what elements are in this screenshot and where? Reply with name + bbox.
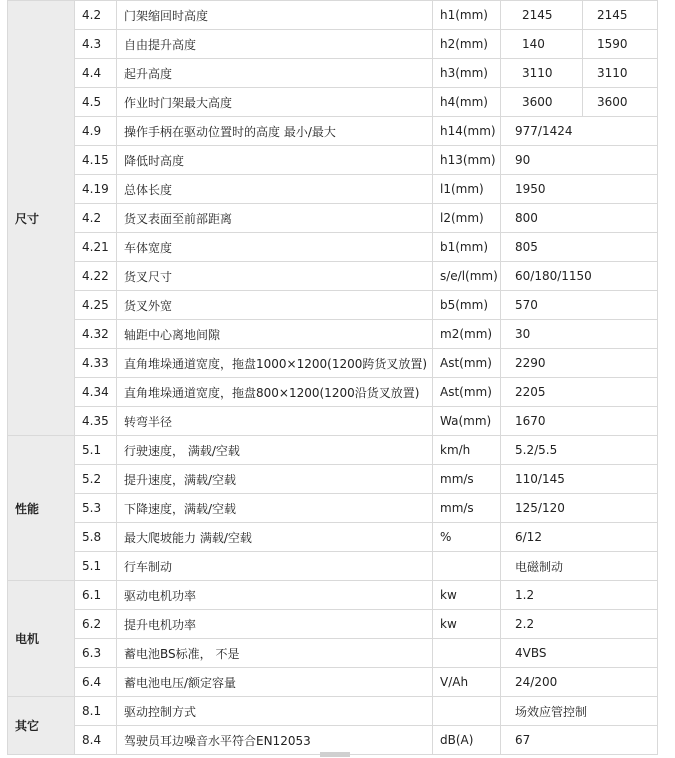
category-label: 其它 <box>8 697 75 755</box>
table-row <box>8 407 658 436</box>
unit-cell: m2(mm) <box>433 320 501 349</box>
value-cell: 2.2 <box>501 610 658 639</box>
value-cell: 800 <box>501 204 658 233</box>
unit-cell: % <box>433 523 501 552</box>
row-number: 4.15 <box>75 146 117 175</box>
value-cell: 3600 <box>582 88 657 116</box>
value-cell: 1.2 <box>501 581 658 610</box>
value-cell: 125/120 <box>501 494 658 523</box>
spec-table-body <box>8 1 658 755</box>
value-cell: 1950 <box>501 175 658 204</box>
value-cell: 3600 <box>522 95 553 109</box>
item-name: 行车制动 <box>117 552 433 581</box>
item-name: 驱动电机功率 <box>117 581 433 610</box>
row-number: 4.9 <box>75 117 117 146</box>
unit-cell: h2(mm) <box>433 30 501 59</box>
category-label: 尺寸 <box>8 1 75 436</box>
unit-cell: l1(mm) <box>433 175 501 204</box>
value-pair-cell <box>501 59 658 88</box>
value-cell: 110/145 <box>501 465 658 494</box>
row-number: 4.5 <box>75 88 117 117</box>
value-pair <box>508 59 657 87</box>
table-row <box>8 146 658 175</box>
unit-cell: h1(mm) <box>433 1 501 30</box>
item-name: 货叉表面至前部距离 <box>117 204 433 233</box>
row-number: 5.1 <box>75 552 117 581</box>
row-number: 4.2 <box>75 1 117 30</box>
item-name: 货叉外宽 <box>117 291 433 320</box>
unit-cell: Ast(mm) <box>433 378 501 407</box>
table-row <box>8 349 658 378</box>
unit-cell <box>433 639 501 668</box>
row-number: 8.1 <box>75 697 117 726</box>
item-name: 驱动控制方式 <box>117 697 433 726</box>
unit-cell: h14(mm) <box>433 117 501 146</box>
item-name: 提升速度，满载/空载 <box>117 465 433 494</box>
item-name: 驾驶员耳边噪音水平符合EN12053 <box>117 726 433 755</box>
table-row <box>8 1 658 30</box>
value-cell: 90 <box>501 146 658 175</box>
table-row <box>8 117 658 146</box>
row-number: 4.32 <box>75 320 117 349</box>
row-number: 5.1 <box>75 436 117 465</box>
row-number: 5.2 <box>75 465 117 494</box>
row-number: 4.4 <box>75 59 117 88</box>
table-row <box>8 59 658 88</box>
value-cell: 2145 <box>582 1 657 29</box>
item-name: 起升高度 <box>117 59 433 88</box>
row-number: 6.2 <box>75 610 117 639</box>
table-row <box>8 233 658 262</box>
unit-cell: Ast(mm) <box>433 349 501 378</box>
value-cell: 5.2/5.5 <box>501 436 658 465</box>
value-pair-cell <box>501 88 658 117</box>
table-row <box>8 581 658 610</box>
value-pair-cell <box>501 1 658 30</box>
value-cell: 570 <box>501 291 658 320</box>
unit-cell <box>433 697 501 726</box>
row-number: 6.3 <box>75 639 117 668</box>
value-pair-cell <box>501 30 658 59</box>
unit-cell: h3(mm) <box>433 59 501 88</box>
table-row <box>8 697 658 726</box>
table-row <box>8 30 658 59</box>
item-name: 蓄电池BS标准， 不是 <box>117 639 433 668</box>
row-number: 4.22 <box>75 262 117 291</box>
table-row <box>8 465 658 494</box>
unit-cell: s/e/l(mm) <box>433 262 501 291</box>
unit-cell: kw <box>433 610 501 639</box>
unit-cell <box>433 552 501 581</box>
table-row <box>8 291 658 320</box>
item-name: 降低时高度 <box>117 146 433 175</box>
row-number: 5.8 <box>75 523 117 552</box>
unit-cell: mm/s <box>433 465 501 494</box>
item-name: 蓄电池电压/额定容量 <box>117 668 433 697</box>
value-cell: 电磁制动 <box>501 552 658 581</box>
value-cell: 1670 <box>501 407 658 436</box>
unit-cell: Wa(mm) <box>433 407 501 436</box>
unit-cell: b5(mm) <box>433 291 501 320</box>
unit-cell: l2(mm) <box>433 204 501 233</box>
row-number: 8.4 <box>75 726 117 755</box>
item-name: 总体长度 <box>117 175 433 204</box>
row-number: 6.4 <box>75 668 117 697</box>
value-cell: 场效应管控制 <box>501 697 658 726</box>
value-cell: 805 <box>501 233 658 262</box>
table-row <box>8 320 658 349</box>
item-name: 下降速度，满载/空载 <box>117 494 433 523</box>
item-name: 最大爬坡能力 满载/空载 <box>117 523 433 552</box>
spec-table <box>7 0 658 755</box>
item-name: 货叉尺寸 <box>117 262 433 291</box>
value-cell: 1590 <box>582 30 657 58</box>
value-cell: 2145 <box>522 8 553 22</box>
table-row <box>8 639 658 668</box>
item-name: 轴距中心离地间隙 <box>117 320 433 349</box>
value-pair <box>508 88 657 116</box>
table-row <box>8 552 658 581</box>
horizontal-scrollbar-thumb[interactable] <box>320 752 350 757</box>
item-name: 转弯半径 <box>117 407 433 436</box>
row-number: 4.25 <box>75 291 117 320</box>
table-row <box>8 726 658 755</box>
item-name: 门架缩回时高度 <box>117 1 433 30</box>
unit-cell: b1(mm) <box>433 233 501 262</box>
row-number: 4.34 <box>75 378 117 407</box>
row-number: 4.3 <box>75 30 117 59</box>
value-cell: 2205 <box>501 378 658 407</box>
row-number: 4.21 <box>75 233 117 262</box>
value-cell: 24/200 <box>501 668 658 697</box>
value-cell: 3110 <box>522 66 553 80</box>
value-cell: 6/12 <box>501 523 658 552</box>
table-row <box>8 610 658 639</box>
table-row <box>8 175 658 204</box>
category-label: 电机 <box>8 581 75 697</box>
row-number: 6.1 <box>75 581 117 610</box>
category-label: 性能 <box>8 436 75 581</box>
table-row <box>8 88 658 117</box>
row-number: 4.2 <box>75 204 117 233</box>
unit-cell: h4(mm) <box>433 88 501 117</box>
table-row <box>8 494 658 523</box>
table-row <box>8 204 658 233</box>
value-cell: 2290 <box>501 349 658 378</box>
unit-cell: mm/s <box>433 494 501 523</box>
item-name: 直角堆垛通道宽度，拖盘1000×1200(1200跨货叉放置) <box>117 349 433 378</box>
value-cell: 140 <box>522 37 545 51</box>
row-number: 4.35 <box>75 407 117 436</box>
item-name: 自由提升高度 <box>117 30 433 59</box>
unit-cell: km/h <box>433 436 501 465</box>
item-name: 行驶速度， 满载/空载 <box>117 436 433 465</box>
unit-cell: kw <box>433 581 501 610</box>
value-cell: 67 <box>501 726 658 755</box>
row-number: 4.19 <box>75 175 117 204</box>
row-number: 5.3 <box>75 494 117 523</box>
value-cell: 30 <box>501 320 658 349</box>
item-name: 车体宽度 <box>117 233 433 262</box>
value-pair <box>508 1 657 29</box>
item-name: 直角堆垛通道宽度，拖盘800×1200(1200沿货叉放置) <box>117 378 433 407</box>
table-row <box>8 668 658 697</box>
row-number: 4.33 <box>75 349 117 378</box>
value-cell: 3110 <box>582 59 657 87</box>
unit-cell: dB(A) <box>433 726 501 755</box>
value-cell: 60/180/1150 <box>501 262 658 291</box>
unit-cell: V/Ah <box>433 668 501 697</box>
value-pair <box>508 30 657 58</box>
table-row <box>8 436 658 465</box>
unit-cell: h13(mm) <box>433 146 501 175</box>
value-cell: 977/1424 <box>501 117 658 146</box>
table-row <box>8 262 658 291</box>
table-row <box>8 378 658 407</box>
item-name: 操作手柄在驱动位置时的高度 最小/最大 <box>117 117 433 146</box>
item-name: 提升电机功率 <box>117 610 433 639</box>
table-row <box>8 523 658 552</box>
item-name: 作业时门架最大高度 <box>117 88 433 117</box>
value-cell: 4VBS <box>501 639 658 668</box>
